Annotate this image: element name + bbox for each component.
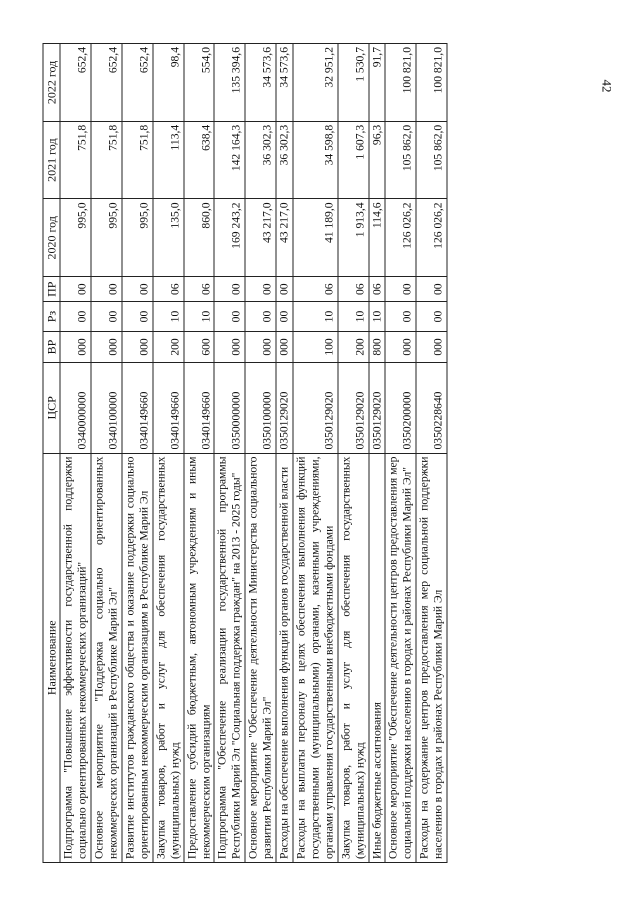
row-vr: 000	[416, 331, 447, 362]
row-pr: 00	[122, 276, 153, 301]
header-2021: 2021 год	[43, 121, 60, 199]
row-value-2021: 96,3	[368, 121, 385, 199]
row-pr: 00	[416, 276, 447, 301]
header-2022: 2022 год	[43, 43, 60, 121]
page-number: 42	[599, 79, 615, 93]
row-vr: 200	[152, 331, 183, 362]
row-rz: 00	[416, 301, 447, 330]
row-pr: 00	[214, 276, 245, 301]
row-value-2020: 43 217,0	[245, 198, 276, 276]
row-pr: 06	[368, 276, 385, 301]
row-rz: 10	[183, 301, 214, 330]
row-vr: 200	[337, 331, 368, 362]
row-name: Развитие институтов гражданского общества и оказание поддержки социально ориентированным некоммерческим организациям в Республике Марий Эл	[122, 453, 153, 862]
row-value-2021: 751,8	[122, 121, 153, 199]
table-row	[60, 43, 91, 862]
row-vr: 000	[245, 331, 276, 362]
row-value-2021: 638,4	[183, 121, 214, 199]
row-value-2021: 751,8	[60, 121, 91, 199]
row-name: Закупка товаров, работ и услуг для обеспечения государственных (муниципальных) нужд	[152, 453, 183, 862]
row-rz: 10	[337, 301, 368, 330]
row-pr: 00	[245, 276, 276, 301]
row-name: Предоставление субсидий бюджетным, автономным учреждениям и иным некоммерческим организациям	[183, 453, 214, 862]
table-row	[276, 43, 293, 862]
table-row	[91, 43, 122, 862]
row-value-2022: 100 821,0	[385, 43, 416, 121]
row-value-2020: 126 026,2	[385, 198, 416, 276]
row-csr: 0340100000	[91, 362, 122, 452]
row-value-2021: 34 598,8	[292, 121, 337, 199]
table-row	[183, 43, 214, 862]
row-value-2021: 105 862,0	[385, 121, 416, 199]
row-rz: 00	[276, 301, 293, 330]
row-name: Подпрограмма "Повышение эффективности государственной поддержки социально ориентированных некоммерческих организаций"	[60, 453, 91, 862]
row-rz: 10	[368, 301, 385, 330]
row-name: Расходы на содержание центров предоставления мер социальной поддержки населению в городах и районах Республики Марий Эл	[416, 453, 447, 862]
row-pr: 06	[183, 276, 214, 301]
row-pr: 00	[385, 276, 416, 301]
row-pr: 06	[152, 276, 183, 301]
row-csr: 0350200000	[385, 362, 416, 452]
row-value-2022: 34 573,6	[245, 43, 276, 121]
table-row	[214, 43, 245, 862]
row-value-2022: 34 573,6	[276, 43, 293, 121]
row-name: Подпрограмма "Обеспечение реализации государственной программы Республики Марий Эл "Социальная поддержка граждан" на 2013 - 2025 годы"	[214, 453, 245, 862]
row-vr: 000	[122, 331, 153, 362]
row-vr: 100	[292, 331, 337, 362]
header-csr: ЦСР	[43, 362, 60, 452]
row-vr: 000	[385, 331, 416, 362]
row-vr: 000	[91, 331, 122, 362]
row-value-2022: 32 951,2	[292, 43, 337, 121]
row-value-2021: 1 607,3	[337, 121, 368, 199]
row-name: Основное мероприятие "Поддержка социально ориентированных некоммерческих организаций в Республике Марий Эл"	[91, 453, 122, 862]
row-value-2022: 91,7	[368, 43, 385, 121]
row-name: Иные бюджетные ассигнования	[368, 453, 385, 862]
row-pr: 00	[276, 276, 293, 301]
row-csr: 0350228640	[416, 362, 447, 452]
row-name: Основное мероприятие "Обеспечение деятельности центров предоставления мер социальной поддержки населению в городах и районах Республики Марий Эл"	[385, 453, 416, 862]
row-vr: 000	[60, 331, 91, 362]
row-value-2021: 113,4	[152, 121, 183, 199]
row-rz: 00	[60, 301, 91, 330]
row-value-2020: 995,0	[122, 198, 153, 276]
header-pr: ПР	[43, 276, 60, 301]
row-value-2020: 860,0	[183, 198, 214, 276]
row-name: Закупка товаров, работ и услуг для обеспечения государственных (муниципальных) нужд	[337, 453, 368, 862]
row-name: Основное мероприятие "Обеспечение деятельности Министерства социального развития Республики Марий Эл"	[245, 453, 276, 862]
row-value-2022: 652,4	[91, 43, 122, 121]
table-row	[368, 43, 385, 862]
row-pr: 06	[337, 276, 368, 301]
row-value-2022: 652,4	[60, 43, 91, 121]
row-value-2021: 36 302,3	[245, 121, 276, 199]
row-value-2020: 995,0	[60, 198, 91, 276]
row-value-2022: 652,4	[122, 43, 153, 121]
table-row	[292, 43, 337, 862]
row-rz: 00	[245, 301, 276, 330]
row-rz: 00	[214, 301, 245, 330]
budget-table	[42, 43, 447, 863]
table-row	[337, 43, 368, 862]
row-pr: 00	[91, 276, 122, 301]
rotated-page-content	[42, 43, 597, 863]
row-csr: 0340000000	[60, 362, 91, 452]
row-value-2021: 36 302,3	[276, 121, 293, 199]
row-pr: 06	[292, 276, 337, 301]
row-rz: 00	[91, 301, 122, 330]
row-vr: 000	[214, 331, 245, 362]
header-rz: Рз	[43, 301, 60, 330]
row-value-2020: 41 189,0	[292, 198, 337, 276]
row-value-2020: 126 026,2	[416, 198, 447, 276]
row-value-2020: 995,0	[91, 198, 122, 276]
row-value-2020: 1 913,4	[337, 198, 368, 276]
header-vr: ВР	[43, 331, 60, 362]
row-vr: 800	[368, 331, 385, 362]
row-value-2022: 1 530,7	[337, 43, 368, 121]
table-row	[122, 43, 153, 862]
row-value-2022: 554,0	[183, 43, 214, 121]
row-name: Расходы на обеспечение выполнения функций органов государственной власти	[276, 453, 293, 862]
row-csr: 0350129020	[337, 362, 368, 452]
row-csr: 0350000000	[214, 362, 245, 452]
row-value-2022: 100 821,0	[416, 43, 447, 121]
row-value-2020: 135,0	[152, 198, 183, 276]
row-value-2021: 105 862,0	[416, 121, 447, 199]
row-value-2020: 43 217,0	[276, 198, 293, 276]
header-name: Наименование	[43, 453, 60, 862]
table-row	[152, 43, 183, 862]
table-header	[43, 43, 60, 862]
row-value-2022: 98,4	[152, 43, 183, 121]
row-value-2020: 114,6	[368, 198, 385, 276]
table-body	[60, 43, 447, 862]
row-pr: 00	[60, 276, 91, 301]
row-vr: 600	[183, 331, 214, 362]
row-value-2021: 751,8	[91, 121, 122, 199]
header-2020: 2020 год	[43, 198, 60, 276]
table-row	[245, 43, 276, 862]
row-csr: 0350129020	[276, 362, 293, 452]
row-value-2020: 169 243,2	[214, 198, 245, 276]
row-rz: 00	[385, 301, 416, 330]
row-csr: 0340149660	[122, 362, 153, 452]
row-csr: 0350129020	[292, 362, 337, 452]
row-rz: 10	[292, 301, 337, 330]
row-vr: 000	[276, 331, 293, 362]
row-csr: 0340149660	[183, 362, 214, 452]
row-name: Расходы на выплаты персоналу в целях обеспечения выполнения функций государственными (муниципальными) органами, казенными учреждениями, органами управления государственными внебюджетными фондами	[292, 453, 337, 862]
row-csr: 0350100000	[245, 362, 276, 452]
row-value-2022: 135 394,6	[214, 43, 245, 121]
row-csr: 0350129020	[368, 362, 385, 452]
row-rz: 00	[122, 301, 153, 330]
table-row	[416, 43, 447, 862]
row-value-2021: 142 164,3	[214, 121, 245, 199]
table-row	[385, 43, 416, 862]
row-csr: 0340149660	[152, 362, 183, 452]
row-rz: 10	[152, 301, 183, 330]
